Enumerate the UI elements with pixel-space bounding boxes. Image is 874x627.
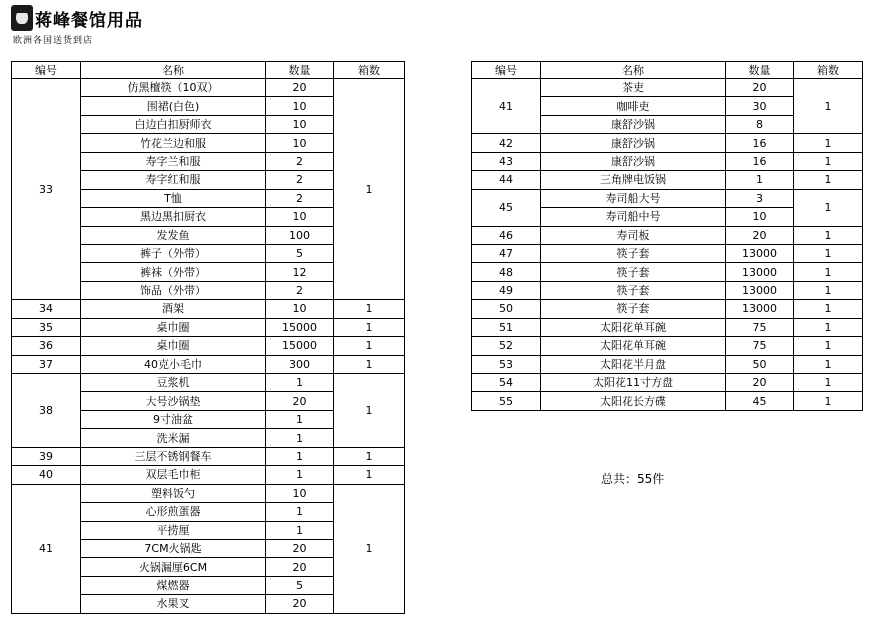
right-shipping-table [471, 61, 863, 411]
item-qty-cell: 20 [266, 558, 334, 576]
group-id-cell: 34 [12, 300, 81, 318]
header-row [12, 62, 405, 79]
item-name-cell: 寿字红和服 [81, 171, 266, 189]
table-row [472, 392, 863, 410]
item-qty-cell: 75 [726, 337, 794, 355]
table-row [12, 300, 405, 318]
item-name-cell: 筷子套 [541, 244, 726, 262]
item-qty-cell: 16 [726, 152, 794, 170]
item-qty-cell: 10 [266, 134, 334, 152]
box-count-cell: 1 [334, 337, 405, 355]
item-qty-cell: 20 [266, 595, 334, 613]
item-name-cell: 裤袜（外带） [81, 263, 266, 281]
item-qty-cell: 5 [266, 244, 334, 262]
item-name-cell: 桌巾圈 [81, 337, 266, 355]
group-id-cell: 43 [472, 152, 541, 170]
group-id-cell: 42 [472, 134, 541, 152]
col-id-header: 编号 [472, 62, 541, 79]
item-name-cell: 竹花兰边和服 [81, 134, 266, 152]
group-id-cell: 41 [472, 79, 541, 134]
table-row [472, 171, 863, 189]
item-qty-cell: 15000 [266, 318, 334, 336]
item-name-cell: 太阳花半月盘 [541, 355, 726, 373]
item-name-cell: 白边白扣厨师衣 [81, 115, 266, 133]
item-qty-cell: 13000 [726, 300, 794, 318]
table-row [472, 318, 863, 336]
group-id-cell: 41 [12, 484, 81, 613]
col-qty-header: 数量 [726, 62, 794, 79]
item-name-cell: 洗米漏 [81, 429, 266, 447]
col-boxes-header: 箱数 [794, 62, 863, 79]
col-id-header: 编号 [12, 62, 81, 79]
table-row [472, 337, 863, 355]
item-qty-cell: 20 [726, 226, 794, 244]
item-name-cell: 太阳花长方碟 [541, 392, 726, 410]
item-name-cell: 三层不锈钢餐车 [81, 447, 266, 465]
item-qty-cell: 5 [266, 576, 334, 594]
box-count-cell: 1 [334, 484, 405, 613]
brand-name: 蒋峰餐馆用品 [35, 11, 143, 31]
box-count-cell: 1 [334, 355, 405, 373]
item-name-cell: 康舒沙锅 [541, 134, 726, 152]
item-name-cell: 仿黑檀筷（10双） [81, 79, 266, 97]
item-qty-cell: 3 [726, 189, 794, 207]
box-count-cell: 1 [794, 374, 863, 392]
box-count-cell: 1 [794, 281, 863, 299]
col-name-header: 名称 [541, 62, 726, 79]
table-row [12, 318, 405, 336]
box-count-cell: 1 [794, 244, 863, 262]
group-id-cell: 33 [12, 79, 81, 300]
item-name-cell: 寿司板 [541, 226, 726, 244]
item-name-cell: 康舒沙锅 [541, 152, 726, 170]
header-row [472, 62, 863, 79]
group-id-cell: 47 [472, 244, 541, 262]
item-qty-cell: 45 [726, 392, 794, 410]
item-name-cell: 裤子（外带） [81, 244, 266, 262]
item-qty-cell: 75 [726, 318, 794, 336]
item-name-cell: 煤燃器 [81, 576, 266, 594]
item-name-cell: 40克小毛巾 [81, 355, 266, 373]
box-count-cell: 1 [334, 374, 405, 448]
item-qty-cell: 100 [266, 226, 334, 244]
box-count-cell: 1 [794, 300, 863, 318]
left-table-body [12, 62, 405, 614]
total-count: 总共：55件 [601, 472, 665, 486]
left-shipping-table [11, 61, 405, 614]
group-id-cell: 37 [12, 355, 81, 373]
table-row [472, 300, 863, 318]
box-count-cell: 1 [334, 79, 405, 300]
item-qty-cell: 2 [266, 281, 334, 299]
group-id-cell: 48 [472, 263, 541, 281]
group-id-cell: 51 [472, 318, 541, 336]
item-name-cell: 康舒沙锅 [541, 115, 726, 133]
table-row [472, 244, 863, 262]
box-count-cell: 1 [794, 337, 863, 355]
col-boxes-header: 箱数 [334, 62, 405, 79]
right-table-body [472, 62, 863, 411]
group-id-cell: 44 [472, 171, 541, 189]
box-count-cell: 1 [334, 318, 405, 336]
item-name-cell: 筷子套 [541, 263, 726, 281]
group-id-cell: 55 [472, 392, 541, 410]
col-qty-header: 数量 [266, 62, 334, 79]
item-name-cell: T恤 [81, 189, 266, 207]
item-name-cell: 火锅漏厘6CM [81, 558, 266, 576]
item-qty-cell: 13000 [726, 263, 794, 281]
table-row [472, 226, 863, 244]
item-name-cell: 太阳花单耳碗 [541, 318, 726, 336]
item-qty-cell: 10 [266, 300, 334, 318]
item-name-cell: 太阳花11寸方盘 [541, 374, 726, 392]
item-name-cell: 9寸油盆 [81, 410, 266, 428]
box-count-cell: 1 [794, 318, 863, 336]
item-name-cell: 筷子套 [541, 281, 726, 299]
item-qty-cell: 20 [726, 79, 794, 97]
table-row [12, 374, 405, 392]
item-qty-cell: 10 [726, 208, 794, 226]
item-qty-cell: 20 [726, 374, 794, 392]
item-qty-cell: 2 [266, 152, 334, 170]
brand-tagline: 欧洲各国送货到店 [13, 36, 94, 46]
table-row [472, 263, 863, 281]
box-count-cell: 1 [334, 447, 405, 465]
item-qty-cell: 1 [266, 503, 334, 521]
table-row [472, 355, 863, 373]
box-count-cell: 1 [794, 392, 863, 410]
item-qty-cell: 2 [266, 189, 334, 207]
item-name-cell: 7CM火锅匙 [81, 539, 266, 557]
brand-logo [11, 5, 141, 45]
group-id-cell: 52 [472, 337, 541, 355]
item-name-cell: 塑料饭勺 [81, 484, 266, 502]
item-qty-cell: 1 [266, 521, 334, 539]
item-qty-cell: 20 [266, 79, 334, 97]
table-row [472, 79, 863, 97]
item-qty-cell: 13000 [726, 281, 794, 299]
group-id-cell: 39 [12, 447, 81, 465]
item-qty-cell: 1 [266, 410, 334, 428]
table-row [472, 134, 863, 152]
box-count-cell: 1 [794, 134, 863, 152]
item-qty-cell: 1 [266, 374, 334, 392]
item-name-cell: 饰品（外带） [81, 281, 266, 299]
table-row [472, 152, 863, 170]
group-id-cell: 50 [472, 300, 541, 318]
group-id-cell: 45 [472, 189, 541, 226]
item-qty-cell: 10 [266, 97, 334, 115]
item-name-cell: 双层毛巾柜 [81, 466, 266, 484]
item-name-cell: 大号沙锅垫 [81, 392, 266, 410]
item-qty-cell: 10 [266, 208, 334, 226]
item-name-cell: 寿司船大号 [541, 189, 726, 207]
item-name-cell: 桌巾圈 [81, 318, 266, 336]
item-name-cell: 咖啡吏 [541, 97, 726, 115]
item-name-cell: 豆浆机 [81, 374, 266, 392]
table-row [472, 189, 863, 207]
table-row [12, 484, 405, 502]
item-qty-cell: 8 [726, 115, 794, 133]
item-name-cell: 心形煎蛋器 [81, 503, 266, 521]
item-qty-cell: 1 [726, 171, 794, 189]
item-qty-cell: 2 [266, 171, 334, 189]
table-row [472, 374, 863, 392]
group-id-cell: 49 [472, 281, 541, 299]
group-id-cell: 40 [12, 466, 81, 484]
box-count-cell: 1 [794, 355, 863, 373]
box-count-cell: 1 [794, 152, 863, 170]
box-count-cell: 1 [794, 171, 863, 189]
item-name-cell: 酒架 [81, 300, 266, 318]
table-row [12, 447, 405, 465]
table-row [12, 466, 405, 484]
item-name-cell: 围裙(白色) [81, 97, 266, 115]
item-name-cell: 寿司船中号 [541, 208, 726, 226]
item-name-cell: 黑边黑扣厨衣 [81, 208, 266, 226]
item-qty-cell: 1 [266, 466, 334, 484]
item-qty-cell: 300 [266, 355, 334, 373]
group-id-cell: 53 [472, 355, 541, 373]
item-name-cell: 发发鱼 [81, 226, 266, 244]
table-row [12, 355, 405, 373]
chef-face-icon [11, 5, 33, 31]
box-count-cell: 1 [794, 189, 863, 226]
group-id-cell: 54 [472, 374, 541, 392]
group-id-cell: 35 [12, 318, 81, 336]
box-count-cell: 1 [794, 79, 863, 134]
item-qty-cell: 1 [266, 447, 334, 465]
item-name-cell: 寿字兰和服 [81, 152, 266, 170]
item-qty-cell: 15000 [266, 337, 334, 355]
group-id-cell: 46 [472, 226, 541, 244]
item-qty-cell: 1 [266, 429, 334, 447]
table-row [472, 281, 863, 299]
item-qty-cell: 10 [266, 115, 334, 133]
box-count-cell: 1 [794, 263, 863, 281]
col-name-header: 名称 [81, 62, 266, 79]
item-qty-cell: 30 [726, 97, 794, 115]
table-row [12, 337, 405, 355]
item-name-cell: 茶吏 [541, 79, 726, 97]
item-qty-cell: 12 [266, 263, 334, 281]
box-count-cell: 1 [794, 226, 863, 244]
item-qty-cell: 10 [266, 484, 334, 502]
item-qty-cell: 20 [266, 392, 334, 410]
group-id-cell: 38 [12, 374, 81, 448]
box-count-cell: 1 [334, 466, 405, 484]
item-name-cell: 太阳花单耳碗 [541, 337, 726, 355]
item-qty-cell: 13000 [726, 244, 794, 262]
box-count-cell: 1 [334, 300, 405, 318]
item-name-cell: 三角牌电饭锅 [541, 171, 726, 189]
item-qty-cell: 50 [726, 355, 794, 373]
item-name-cell: 平捞厘 [81, 521, 266, 539]
group-id-cell: 36 [12, 337, 81, 355]
item-qty-cell: 20 [266, 539, 334, 557]
item-name-cell: 筷子套 [541, 300, 726, 318]
item-name-cell: 水果叉 [81, 595, 266, 613]
table-row [12, 79, 405, 97]
item-qty-cell: 16 [726, 134, 794, 152]
